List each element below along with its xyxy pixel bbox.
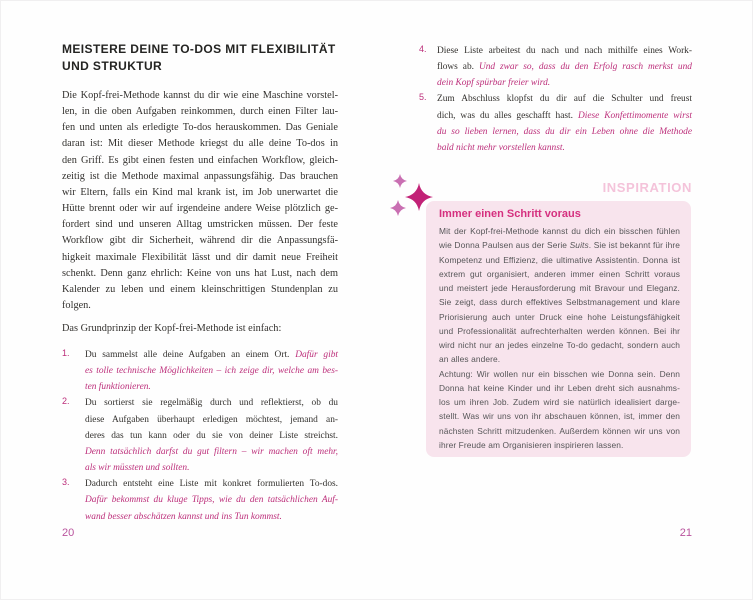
text-line: es tolle technische Möglichkeiten – ich zeige dir, welche am bes- xyxy=(85,366,338,377)
text-line: fordert sind und unseren Alltag umstricken müssen. Der feste xyxy=(62,219,338,231)
text-line: higkeit maximale Flexibilität lässt und dir damit neue Freiheit xyxy=(62,251,338,263)
text-line: Sie zeigt, dass durch effektives Selbstmanagement und klare xyxy=(439,297,680,308)
text-line: Kompetenz und Effizienz, die ultimative Assistentin. Donna ist xyxy=(439,254,680,265)
principle-sentence xyxy=(62,321,338,337)
text-line: diese Aufgaben überhaupt erledigen möchtest, jemand an- xyxy=(85,414,338,425)
text-line: Mit der Kopf-frei-Methode kannst du dich ein bisschen fühlen xyxy=(439,226,680,236)
text-line: den Griff. Es gibt einen festen und einfachen Workflow, gleich- xyxy=(62,154,338,166)
text-line: folgen. xyxy=(62,300,91,312)
text-line: schenkt. Denn ganz ehrlich: Keine von uns hat Lust, nach dem xyxy=(62,267,338,279)
list-number: 2. xyxy=(62,396,70,407)
text-line: ihrer Freude am Organisieren inspirieren lassen. xyxy=(439,439,624,450)
list-number: 1. xyxy=(62,348,70,358)
intro-paragraph xyxy=(62,88,338,314)
text-line: Dadurch entsteht eine Liste mit konkret formulierten To-dos. xyxy=(85,479,338,490)
chapter-heading xyxy=(62,41,352,75)
text-line: als wir müssten und sollten. xyxy=(85,463,190,474)
inspiration-box-title: Immer einen Schritt voraus xyxy=(439,208,581,220)
text-line: dein Kopf spürbar freier wird. xyxy=(437,78,551,89)
inspiration-box xyxy=(426,201,691,457)
text-line: Kalender zu leben und einem kleinschrittigen Stundenplan zu xyxy=(62,283,338,295)
list-item-text xyxy=(85,476,338,524)
text-line: Du sortierst sie regelmäßig durch und reflektierst, ob du xyxy=(85,398,338,409)
text-line: und Professionalität aufrechterhalten werden können. Bei ihr xyxy=(439,325,680,336)
text-line: und meistert jede Herausforderung mit Bravour und Eleganz. xyxy=(439,283,680,293)
text-line: wand besser abschätzen kannst und ins Tun kommst. xyxy=(85,511,282,522)
text-line: Achtung: Wir wollen nur ein bisschen wie Donna sein. Denn xyxy=(439,368,680,379)
text-line: zeitig ist die Methode maximal anpassungsfähig. Das brauchen xyxy=(62,170,338,182)
text-line: daran ist: Mit dieser Methode kriegst du alle deine To-dos in xyxy=(62,138,338,150)
text-line: Zum Abschluss klopfst du dir auf die Schulter und freust xyxy=(437,94,692,105)
text-line: Du sammelst alle deine Aufgaben an einem Ort. Dafür gibt xyxy=(85,350,339,360)
text-line: an alles andere. xyxy=(439,354,501,365)
text-line: flows ab. Und zwar so, dass du den Erfolg rasch merkst und xyxy=(437,62,692,73)
chapter-heading-line-1: MEISTERE DEINE TO-DOS MIT FLEXIBILITÄT xyxy=(62,42,336,56)
page-number-right: 21 xyxy=(679,527,692,539)
list-number: 4. xyxy=(419,44,427,54)
list-item-text xyxy=(85,347,338,395)
text-line: wie Donna Paulsen aus der Serie Suits. Sie ist bekannt für ihre xyxy=(439,240,680,251)
text-line: Donna hat keine Kinder und ihr Leben dreht sich ausnahms- xyxy=(439,382,680,393)
text-line: Priorisierung auch unter Druck eine hohe Leistungsfähigkeit xyxy=(439,311,680,322)
text-line: dich, was du alles geschafft hast. Diese Konfettimomente wirst xyxy=(437,110,692,121)
text-line: fen und unten als erledigte To-dos herauskommen. Das Geniale xyxy=(62,122,338,134)
text-line: Dafür bekommst du kluge Tipps, wie du den tatsächlichen Auf- xyxy=(85,495,338,506)
text-line: Workflow gibt dir Sicherheit, während dir die Anpassungsfä- xyxy=(62,235,338,247)
todo-steps-list-4-5 xyxy=(419,43,692,156)
list-item-1 xyxy=(62,347,338,395)
text-line: los um ihren Job. Zudem wird sie natürlich idealisiert darge- xyxy=(439,397,680,407)
list-item-text xyxy=(437,43,692,91)
list-item-3 xyxy=(62,476,338,524)
text-line: Die Kopf-frei-Methode kannst du dir wie eine Maschine vorstel- xyxy=(62,90,338,101)
inspiration-label: INSPIRATION xyxy=(602,180,692,195)
chapter-heading-line-2: UND STRUKTUR xyxy=(62,59,163,73)
list-number: 3. xyxy=(62,477,70,488)
text-line: du so lieben lernen, dass du dir ein Leben ohne die Methode xyxy=(437,126,692,137)
text-line: Das Grundprinzip der Kopf-frei-Methode ist einfach: xyxy=(62,323,282,334)
text-line: ten funktionieren. xyxy=(85,382,151,393)
text-line: wir Eltern, falls ein Kind mal krank ist, im Job unerwartet die xyxy=(62,186,338,198)
text-line: stellt. Was wir uns von ihr abschauen können, ist, immer den xyxy=(439,411,680,422)
list-item-2 xyxy=(62,395,338,476)
text-line: Diese Liste arbeitest du nach und nach mithilfe eines Work- xyxy=(437,46,692,56)
text-line: extrem gut organisiert, anderen immer einen Schritt voraus xyxy=(439,268,680,279)
text-line: bald nicht mehr vorstellen kannst. xyxy=(437,142,565,153)
text-line: deres das tun kann oder du sie von deiner Liste streichst. xyxy=(85,430,338,441)
list-item-5 xyxy=(419,91,692,156)
text-line: len, in die oben Aufgaben reinkommen, durch einen Filter lau- xyxy=(62,106,338,118)
list-number: 5. xyxy=(419,92,427,103)
todo-steps-list-1-3 xyxy=(62,347,338,525)
list-item-text xyxy=(437,91,692,156)
list-item-4 xyxy=(419,43,692,91)
text-line: wird nicht nur an jedes einzelne To-do gedacht, sondern auch xyxy=(439,340,680,350)
list-item-text xyxy=(85,395,338,476)
page-number-left: 20 xyxy=(62,527,75,539)
text-line: Hütte brennt oder wir auf irgendeine andere Weise plötzlich ge- xyxy=(62,203,338,215)
text-line: Denn tatsächlich darfst du gut filtern – wir machen oft mehr, xyxy=(85,446,338,457)
inspiration-box-text xyxy=(439,224,680,452)
text-line: nächsten Schritt mitzudenken. Außerdem können wir uns von xyxy=(439,425,680,436)
